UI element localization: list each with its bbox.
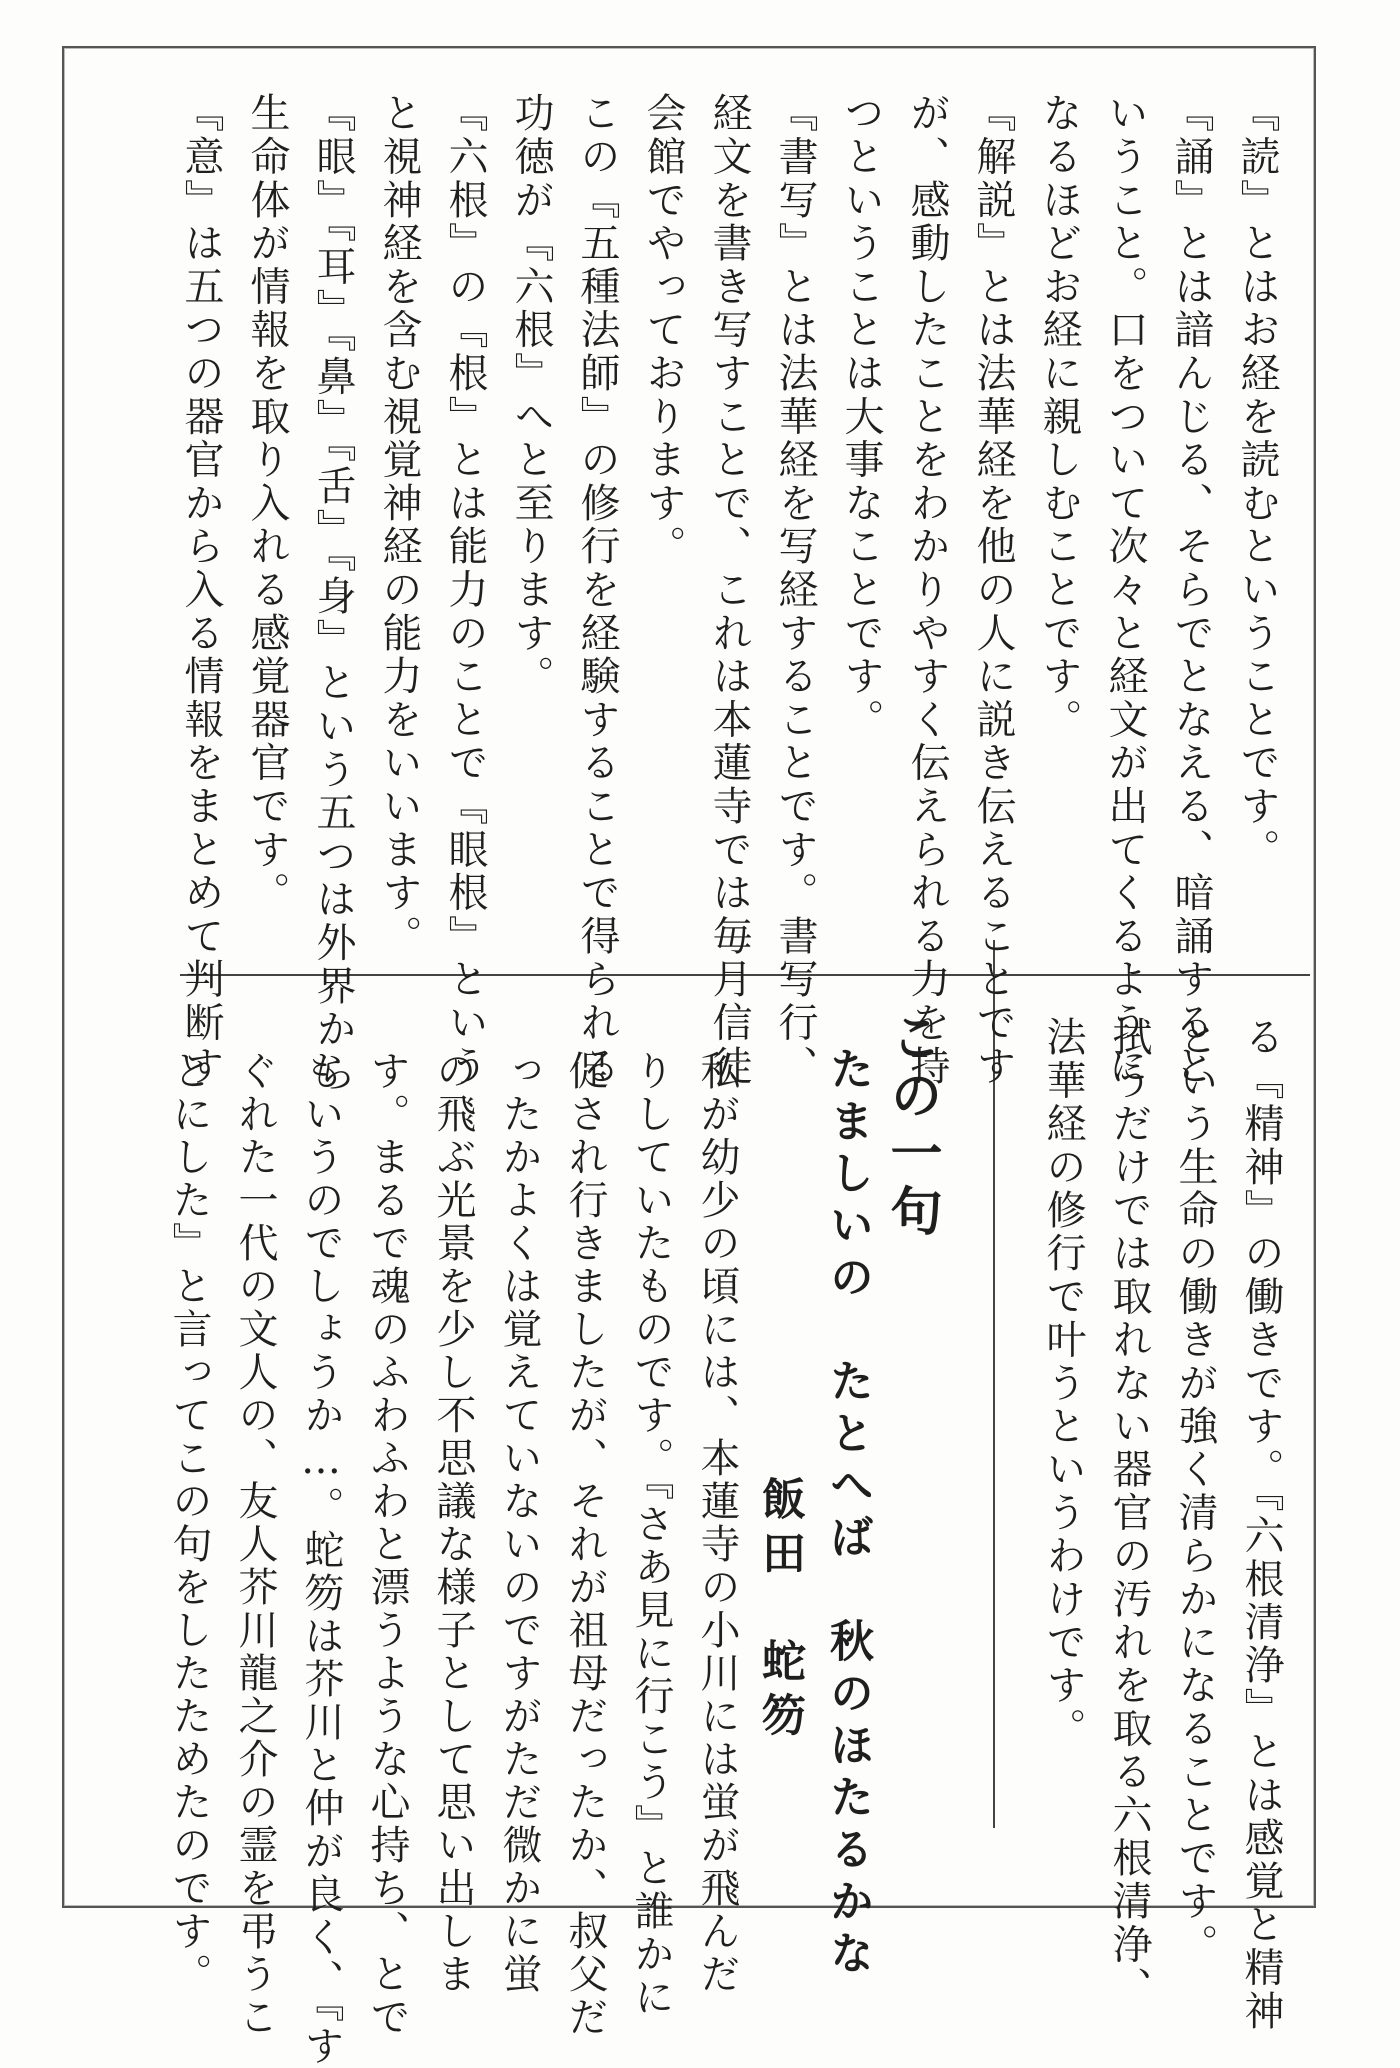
bottom-left-body-text: 私が幼少の頃には、本蓮寺の小川には蛍が飛んだ りしていたものです。『さあ見に行こう』と誰かに 促され行きましたが、それが祖母だったか、叔父だ ったかよくは覚えていないのですがただ微かに蛍 の飛ぶ光景を少し不思議な様子として思い出しま す。まるで魂のふわふわと漂うような心持ち、とで もいうのでしょうか…。蛇笏は芥川と仲が良く、『す ぐれた一代の文人の、友人芥川龍之介の霊を弔うこ とにした』と言ってこの句をしたためたのです。 xyxy=(166,1050,740,2068)
bottom-right-body-text: る『精神』の働きです。『六根清浄』とは感覚と精神 という生命の働きが強く清らかになることです。 拭うだけでは取れない器官の汚れを取る六根清浄、 法華経の修行で叶うというわけです。 xyxy=(1040,1016,1284,2033)
top-body-text: 『読』とはお経を読むということです。 『誦』とは諳んじる、そらでとなえる、暗誦すると いうこと。口をついて次々と経文が出てくるように なるほどお経に親しむことです。 『解説』とは法華経を他の人に説き伝えることです が、感動したことをわかりやすく伝えられる力を持 つということは大事なことです。 『書写』とは法華経を写経することです。書写行、 経文を書き写すことで、これは本蓮寺では毎月信徒 会館でやっております。 この『五種法師』の修行を経験することで得られる 功徳が『六根』へと至ります。 『六根』の『根』とは能力のことで『眼根』という と視神経を含む視覚神経の能力をいいます。 『眼』『耳』『鼻』『舌』『身』という五つは外界から 生命体が情報を取り入れる感覚器官です。 『意』は五つの器官から入る情報をまとめて判断す xyxy=(178,92,1280,1095)
section-heading: この一句 xyxy=(881,1010,942,1242)
haiku-author: 飯田 蛇笏 xyxy=(754,1476,805,1746)
haiku-text: たましいの たとへば 秋のほたるかな xyxy=(822,1046,873,1982)
